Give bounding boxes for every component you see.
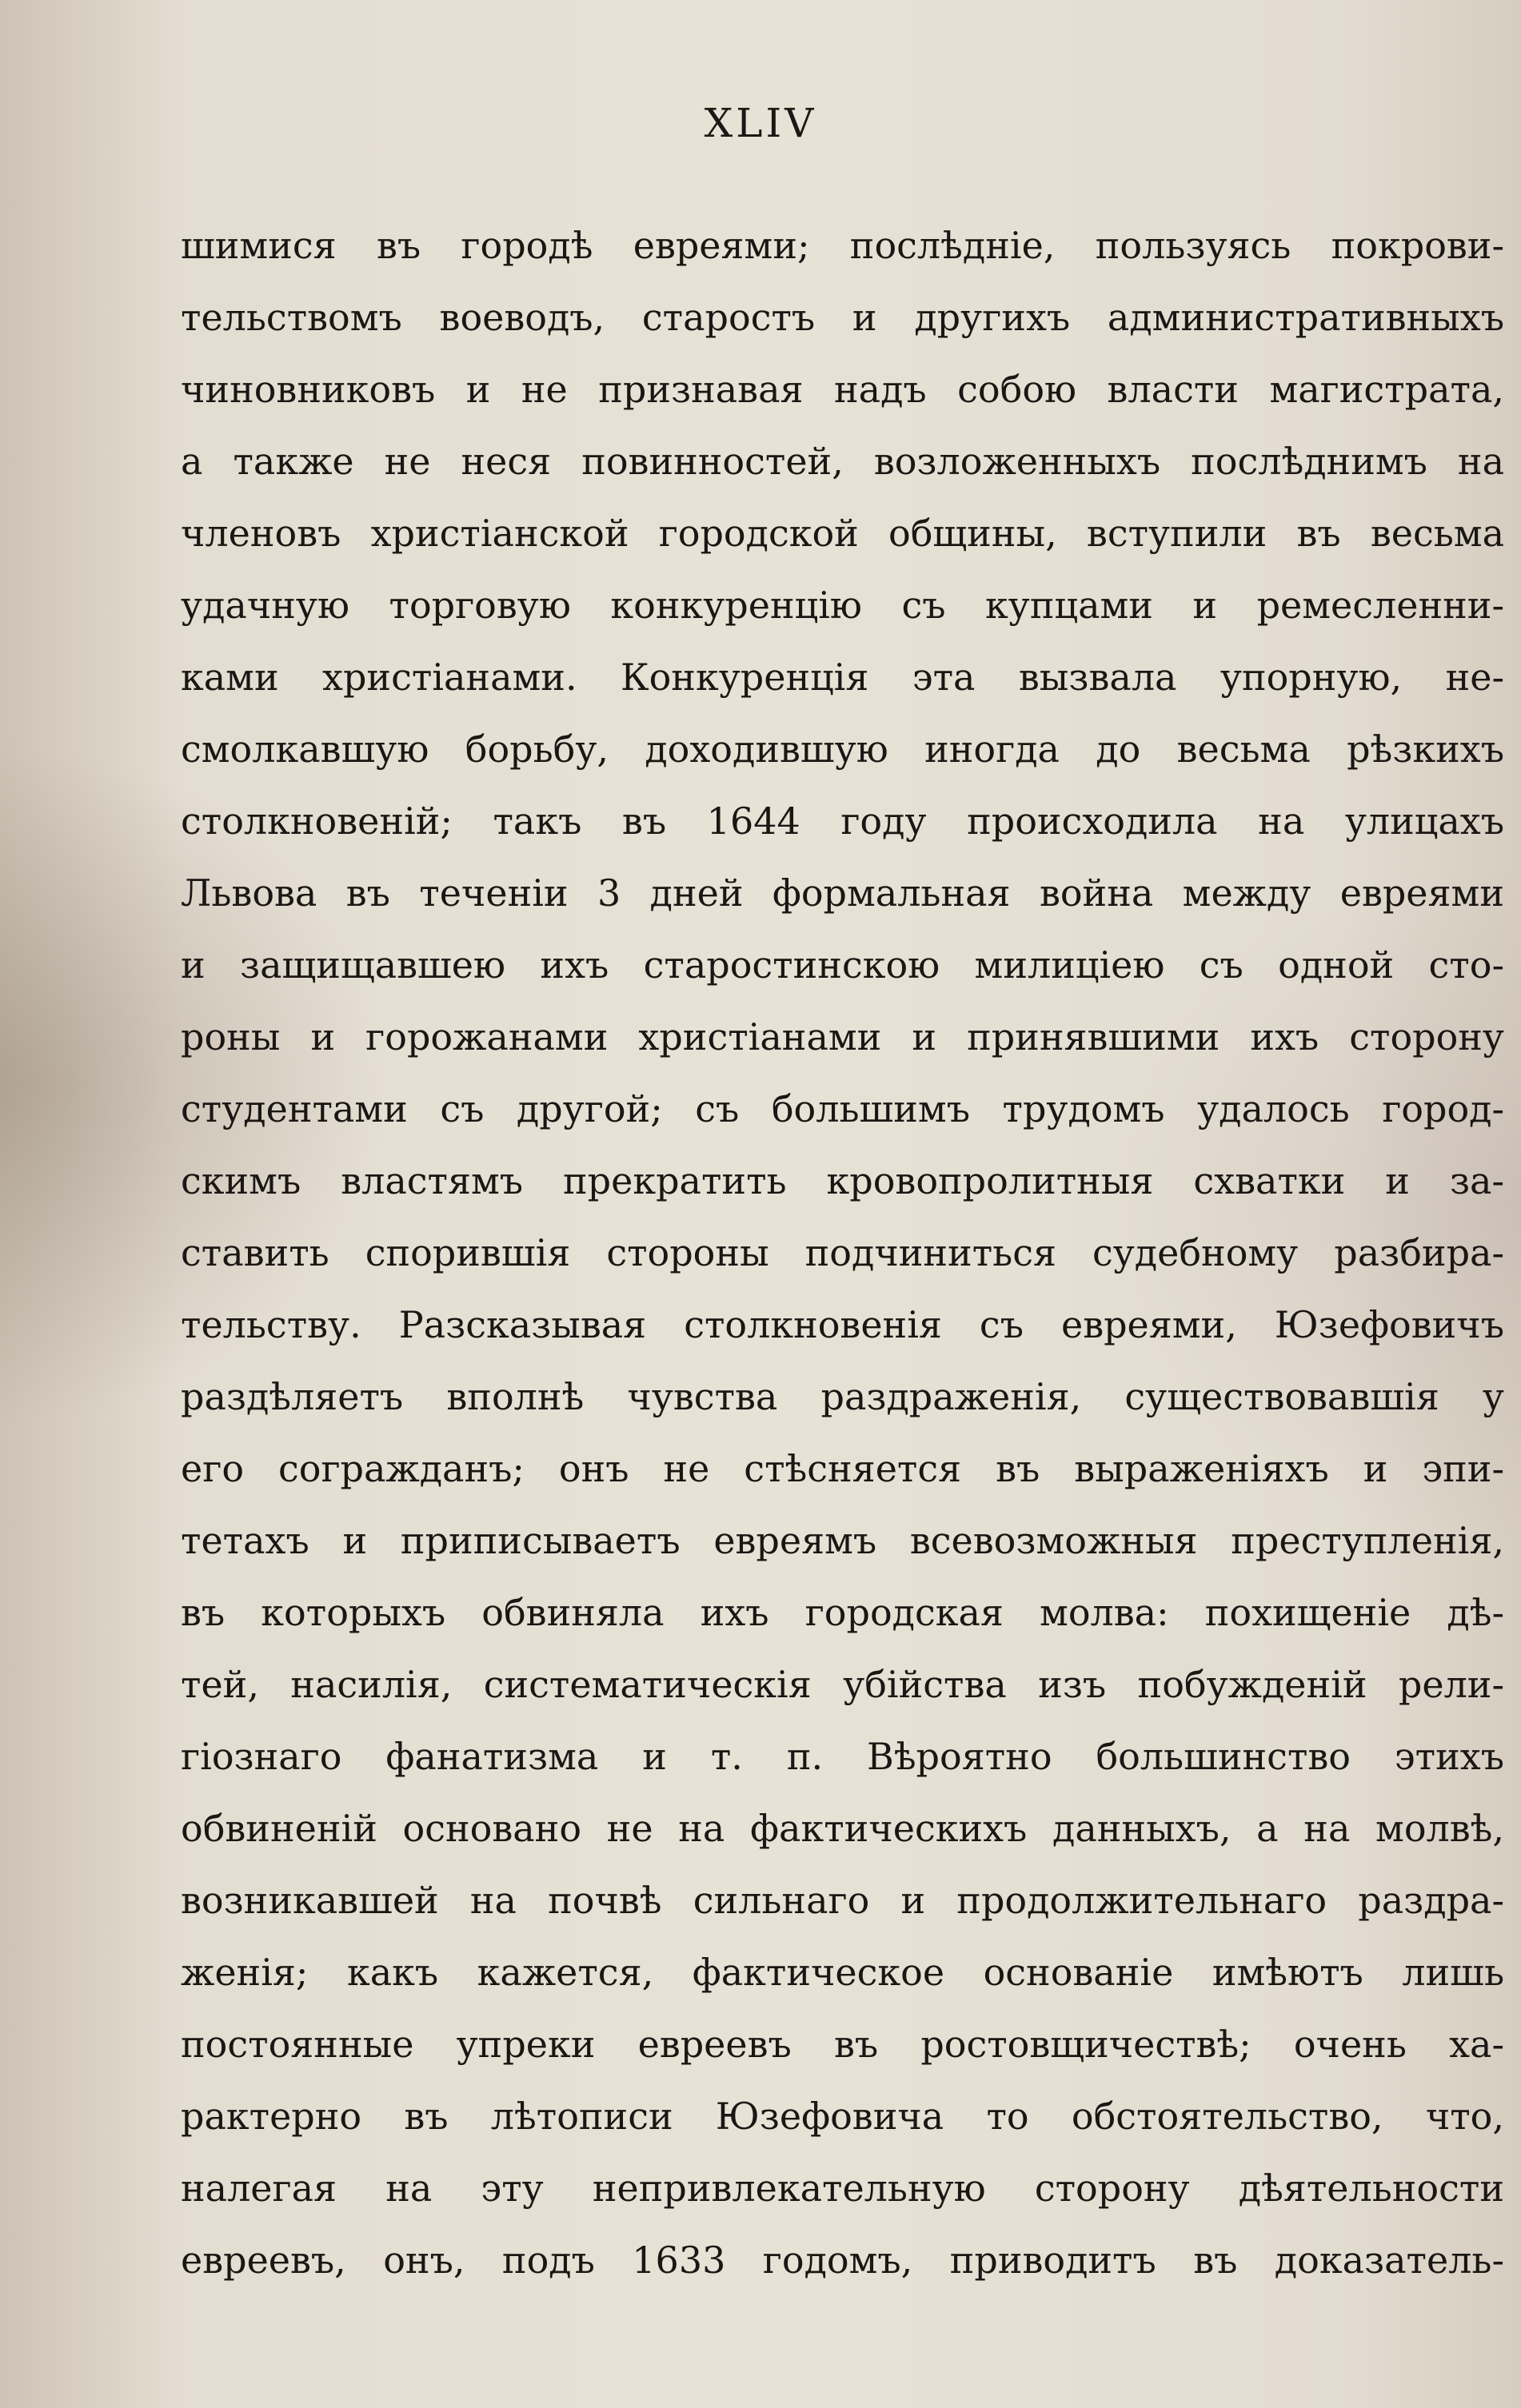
text-line: столкновеній; такъ въ 1644 году происходила на улицахъ [181,799,1504,843]
text-line: ставить спорившія стороны подчиниться судебному разбира- [181,1231,1504,1274]
text-line: раздѣляетъ вполнѣ чувства раздраженія, существовавшія у [181,1375,1504,1418]
text-line: тельствомъ воеводъ, старостъ и другихъ административныхъ [181,296,1504,339]
text-line: ками христіанами. Конкуренція эта вызвала упорную, не- [181,656,1504,699]
text-line: обвиненій основано не на фактическихъ данныхъ, а на молвѣ, [181,1807,1504,1850]
page-number: XLIV [704,100,817,146]
text-line: студентами съ другой; съ большимъ трудомъ удалось город- [181,1087,1504,1130]
text-line: шимися въ городѣ евреями; послѣдніе, пользуясь покрови- [181,224,1504,267]
text-line: скимъ властямъ прекратить кровопролитныя схватки и за- [181,1159,1504,1202]
text-line: Львова въ теченіи 3 дней формальная война между евреями [181,871,1504,915]
text-line: роны и горожанами христіанами и принявшими ихъ сторону [181,1015,1504,1058]
text-line: тетахъ и приписываетъ евреямъ всевозможныя преступленія, [181,1519,1504,1562]
text-line: его согражданъ; онъ не стѣсняется въ выраженіяхъ и эпи- [181,1447,1504,1490]
body-text [181,209,1504,2296]
text-line: а также не неся повинностей, возложенныхъ послѣднимъ на [181,440,1504,483]
text-line: евреевъ, онъ, подъ 1633 годомъ, приводитъ въ доказатель- [181,2239,1504,2282]
text-line: смолкавшую борьбу, доходившую иногда до весьма рѣзкихъ [181,728,1504,771]
text-line: тельству. Разсказывая столкновенія съ евреями, Юзефовичъ [181,1303,1504,1346]
text-line: налегая на эту непривлекательную сторону дѣятельности [181,2167,1504,2210]
text-line: и защищавшею ихъ старостинскою милиціею съ одной сто- [181,943,1504,987]
text-line: возникавшей на почвѣ сильнаго и продолжительнаго раздра- [181,1879,1504,1922]
text-line: женія; какъ кажется, фактическое основаніе имѣютъ лишь [181,1951,1504,1994]
text-line: постоянные упреки евреевъ въ ростовщичествѣ; очень ха- [181,2023,1504,2066]
text-line: рактерно въ лѣтописи Юзефовича то обстоятельство, что, [181,2095,1504,2138]
text-line: удачную торговую конкуренцію съ купцами и ремесленни- [181,584,1504,627]
text-line: чиновниковъ и не признавая надъ собою власти магистрата, [181,368,1504,411]
text-line: тей, насилія, систематическія убійства изъ побужденій рели- [181,1663,1504,1706]
text-line: гіознаго фанатизма и т. п. Вѣроятно большинство этихъ [181,1735,1504,1778]
text-line: въ которыхъ обвиняла ихъ городская молва: похищеніе дѣ- [181,1591,1504,1634]
text-line: членовъ христіанской городской общины, вступили въ весьма [181,512,1504,555]
